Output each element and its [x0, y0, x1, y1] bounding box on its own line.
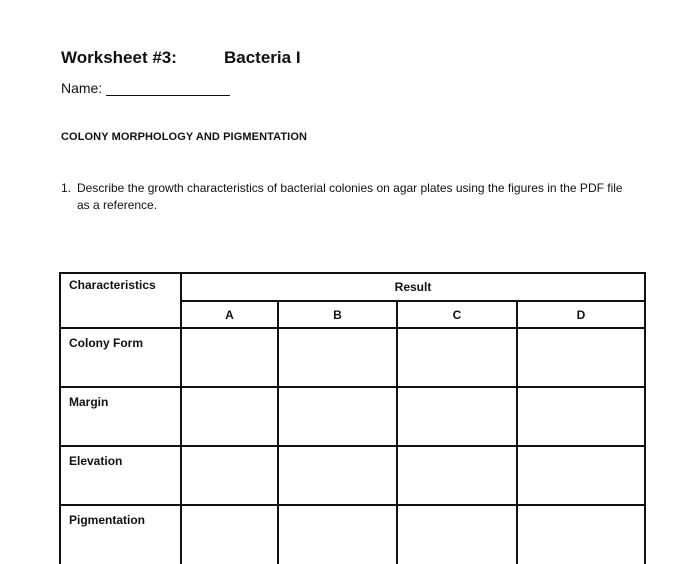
cell-colony-form-c[interactable] [397, 328, 517, 387]
question-text: Describe the growth characteristics of bacterial colonies on agar plates using the figures in the PDF file as a reference. [77, 181, 623, 212]
table-header-row [60, 273, 645, 301]
result-header: Result [181, 273, 645, 301]
table-row-colony-form [60, 328, 645, 387]
characteristics-header: Characteristics [60, 273, 181, 328]
column-header-c: C [397, 301, 517, 328]
table-row-elevation [60, 446, 645, 505]
cell-elevation-b[interactable] [278, 446, 397, 505]
cell-elevation-c[interactable] [397, 446, 517, 505]
cell-margin-c[interactable] [397, 387, 517, 446]
row-label-margin: Margin [60, 387, 181, 446]
row-label-pigmentation: Pigmentation [60, 505, 181, 564]
cell-margin-a[interactable] [181, 387, 278, 446]
results-table [59, 272, 646, 564]
cell-colony-form-d[interactable] [517, 328, 645, 387]
name-field [61, 80, 230, 96]
column-header-b: B [278, 301, 397, 328]
column-header-d: D [517, 301, 645, 328]
worksheet-title-row [61, 48, 301, 68]
name-blank-line[interactable] [106, 81, 230, 96]
cell-pigmentation-a[interactable] [181, 505, 278, 564]
row-label-colony-form: Colony Form [60, 328, 181, 387]
table-row-pigmentation [60, 505, 645, 564]
question-number: 1. [61, 181, 72, 195]
worksheet-subtitle: Bacteria I [224, 48, 301, 67]
section-heading: COLONY MORPHOLOGY AND PIGMENTATION [61, 131, 308, 143]
cell-elevation-a[interactable] [181, 446, 278, 505]
column-header-a: A [181, 301, 278, 328]
cell-margin-d[interactable] [517, 387, 645, 446]
cell-pigmentation-d[interactable] [517, 505, 645, 564]
row-label-elevation: Elevation [60, 446, 181, 505]
cell-margin-b[interactable] [278, 387, 397, 446]
name-label: Name: [61, 80, 103, 96]
table-row-margin [60, 387, 645, 446]
cell-colony-form-a[interactable] [181, 328, 278, 387]
cell-elevation-d[interactable] [517, 446, 645, 505]
worksheet-title: Worksheet #3: [61, 48, 177, 67]
question-1 [61, 180, 631, 214]
cell-colony-form-b[interactable] [278, 328, 397, 387]
cell-pigmentation-c[interactable] [397, 505, 517, 564]
cell-pigmentation-b[interactable] [278, 505, 397, 564]
